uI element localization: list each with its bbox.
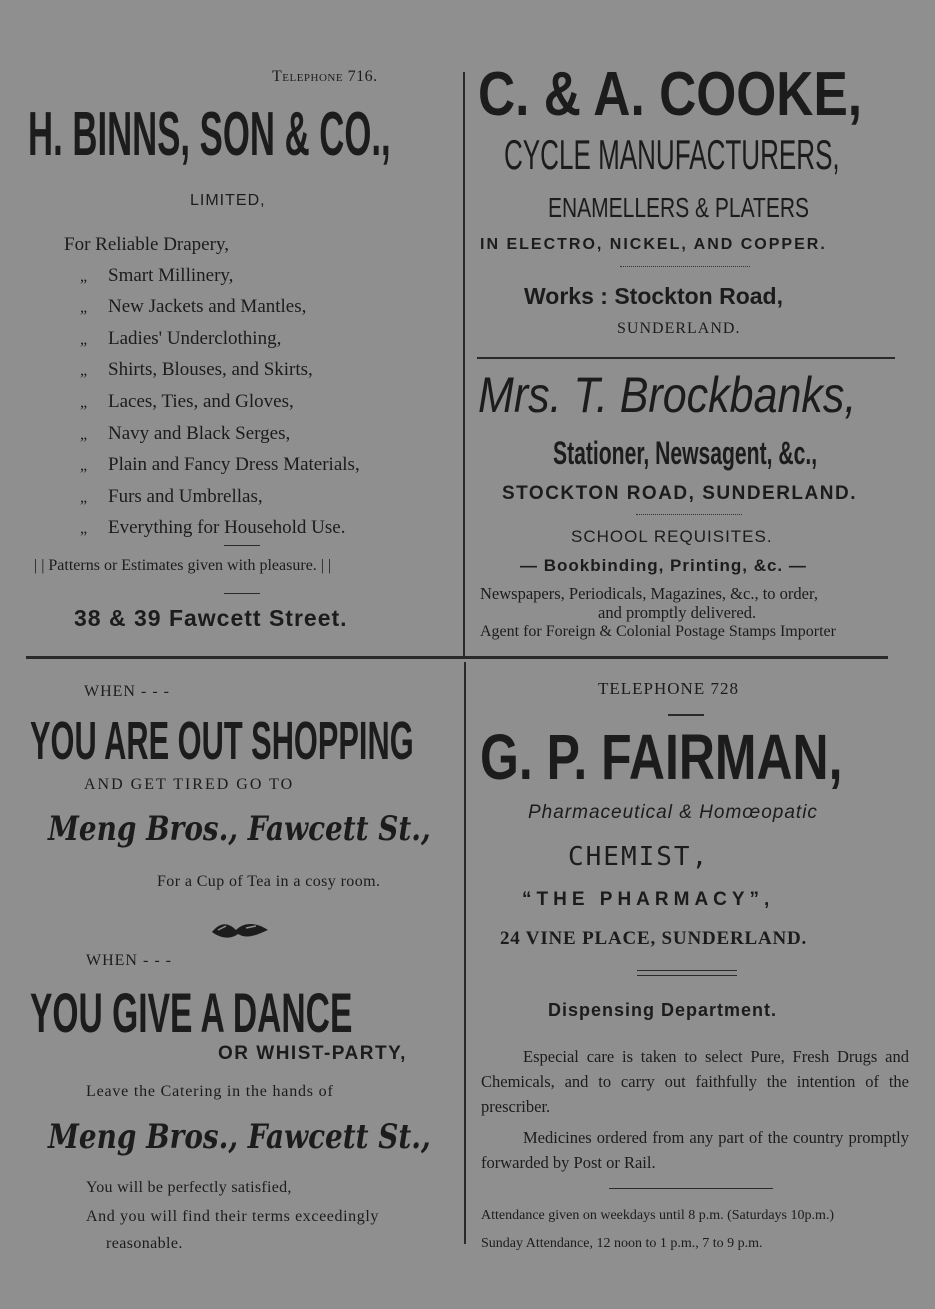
binns-short-rule-2 [224,593,260,594]
binns-item [80,292,360,324]
meng-dance-headline: YOU GIVE A DANCE [30,981,353,1044]
binns-company-name: H. BINNS, SON & CO., [28,100,391,169]
fairman-attendance-sunday: Sunday Attendance, 12 noon to 1 p.m., 7 to 9 p.m. [481,1236,763,1251]
brockbanks-address: STOCKTON ROAD, SUNDERLAND. [502,483,857,504]
binns-item [80,450,360,482]
cooke-ornament-rule [620,266,750,270]
binns-item-text: Laces, Ties, and Gloves, [108,390,294,412]
binns-patterns-note: | | Patterns or Estimates given with pleasure. | | [34,557,332,574]
meng-bros-name-2: Meng Bros., Fawcett St., [48,1117,431,1157]
binns-items [64,230,360,545]
meng-satisfied: You will be perfectly satisfied, [86,1179,292,1196]
horizontal-divider-middle [26,656,888,659]
ditto-mark: „ [80,267,88,285]
meng-when-1: WHEN - - - [84,683,170,700]
binns-item-text: Plain and Fancy Dress Materials, [108,454,360,476]
meng-terms-2: reasonable. [106,1235,183,1252]
ditto-mark: „ [80,299,88,317]
meng-terms-1: And you will find their terms exceedingly [86,1208,379,1225]
binns-item [80,387,360,419]
cooke-works: Works : Stockton Road, [524,283,783,309]
ditto-mark: „ [80,520,88,538]
cooke-cycle-manufacturers: CYCLE MANUFACTURERS, [504,131,840,178]
ditto-mark: „ [80,457,88,475]
binns-item-list [80,261,360,545]
binns-item [80,513,360,545]
brockbanks-school-requisites: SCHOOL REQUISITES. [571,527,773,546]
ditto-mark: „ [80,393,88,411]
binns-address: 38 & 39 Fawcett Street. [74,605,348,631]
ditto-mark: „ [80,362,88,380]
ditto-mark: „ [80,425,88,443]
binns-item-text: New Jackets and Mantles, [108,296,307,318]
cooke-bottom-rule [477,357,895,359]
binns-item-text: Smart Millinery, [108,264,234,286]
fairman-double-rule-bottom [637,975,737,976]
fairman-paragraph-1: Especial care is taken to select Pure, Fresh Drugs and Chemicals, and to carry out faithfully the intention of the prescriber. [481,1047,909,1116]
cooke-enamellers: ENAMELLERS & PLATERS [548,192,810,223]
fairman-double-rule-top [637,970,737,971]
binns-item-first: For Reliable Drapery, [64,234,229,255]
fairman-telephone: TELEPHONE 728 [598,679,739,698]
fairman-name: G. P. FAIRMAN, [480,721,843,793]
fairman-chemist: CHEMIST, [568,842,710,872]
binns-item [80,324,360,356]
ditto-mark: „ [80,488,88,506]
cooke-town: SUNDERLAND. [617,320,741,337]
fairman-bottom-rule [609,1188,773,1189]
fairman-pharmaceutical: Pharmaceutical & Homœopatic [528,802,818,823]
binns-item-text: Ladies' Underclothing, [108,327,282,349]
brockbanks-trade: Stationer, Newsagent, &c., [553,435,818,471]
meng-whist-party: OR WHIST-PARTY, [218,1043,407,1064]
binns-item-text: Shirts, Blouses, and Skirts, [108,359,313,381]
vertical-divider-bottom [464,662,466,1244]
ditto-mark: „ [80,330,88,348]
binns-telephone: Telephone 716. [272,68,378,85]
fairman-the-pharmacy: “THE PHARMACY”, [522,889,775,910]
fairman-paragraph-2: Medicines ordered from any part of the country promptly forwarded by Post or Rail. [481,1128,909,1172]
binns-item [80,355,360,387]
brockbanks-ornament-rule [636,514,742,518]
brockbanks-newspapers: Newspapers, Periodicals, Magazines, &c., to order, [480,584,818,603]
binns-item [80,261,360,293]
meng-tired: AND GET TIRED GO TO [84,776,295,793]
brockbanks-agent: Agent for Foreign & Colonial Postage Stamps Importer [480,623,836,640]
meng-cup-of-tea: For a Cup of Tea in a cosy room. [157,873,381,890]
cooke-electro: IN ELECTRO, NICKEL, AND COPPER. [480,236,827,253]
binns-limited: LIMITED, [190,192,266,209]
meng-when-2: WHEN - - - [86,952,172,969]
brockbanks-bookbinding: — Bookbinding, Printing, &c. — [520,556,807,575]
binns-item-text: Furs and Umbrellas, [108,485,263,507]
binns-item [80,482,360,514]
fairman-short-rule [668,714,704,716]
meng-bros-name-1: Meng Bros., Fawcett St., [48,809,431,849]
cooke-company-name: C. & A. COOKE, [478,60,863,129]
brockbanks-name: Mrs. T. Brockbanks, [478,367,857,423]
meng-leave-catering: Leave the Catering in the hands of [86,1083,334,1100]
binns-item-text: Navy and Black Serges, [108,422,291,444]
leaf-ornament-icon [208,918,272,942]
fairman-attendance-weekdays: Attendance given on weekdays until 8 p.m. (Saturdays 10p.m.) [481,1208,835,1223]
binns-item-text: Everything for Household Use. [108,517,346,539]
meng-shopping-headline: YOU ARE OUT SHOPPING [30,711,414,771]
fairman-address: 24 VINE PLACE, SUNDERLAND. [500,928,808,949]
vertical-divider-top [463,72,465,657]
binns-short-rule-1 [224,545,260,546]
binns-item [80,419,360,451]
brockbanks-delivered: and promptly delivered. [598,603,757,622]
fairman-dispensing-heading: Dispensing Department. [548,1000,778,1020]
